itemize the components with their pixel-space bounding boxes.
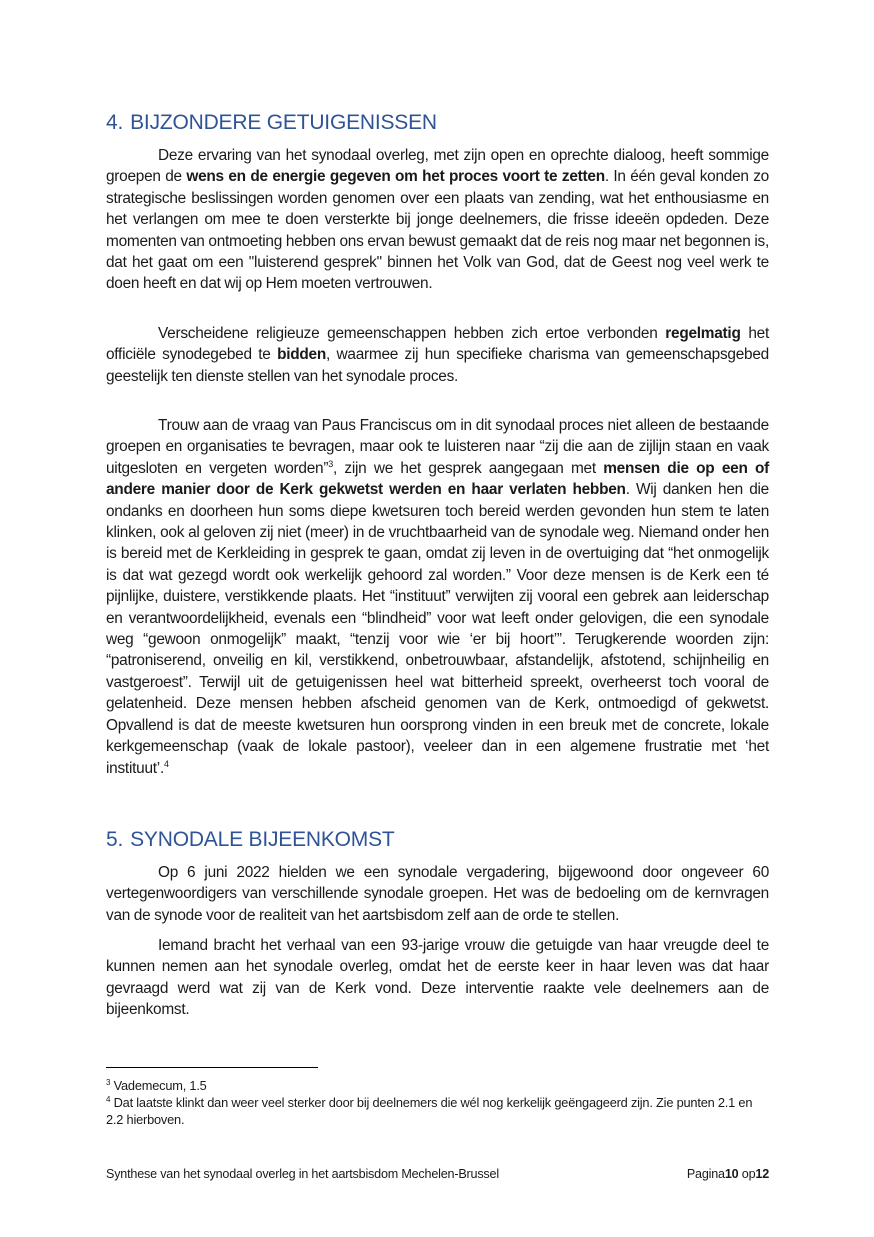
footnotes [106, 1077, 769, 1128]
paragraph: Op 6 juni 2022 hielden we een synodale vergadering, bijgewoond door ongeveer 60 vertegenwoordigers van verschillende synodale groepen. Het was de bedoeling om de kernvragen van de synode voor de realiteit van het aartsbisdom zelf aan de orde te stellen. [106, 864, 769, 924]
bold-text: regelmatig [665, 325, 741, 342]
paragraph [106, 415, 769, 779]
current-page: 10 [724, 1167, 739, 1181]
footnote-reference[interactable]: 3 [328, 458, 333, 469]
footnote-text: Dat laatste klinkt dan weer veel sterker door bij deelnemers die wél nog kerkelijk geëngageerd zijn. Zie punten 2.1 en 2.2 hierboven. [106, 1095, 753, 1127]
text-run: , zijn we het gesprek aangegaan met [332, 459, 604, 477]
footnote-number: 4 [106, 1095, 111, 1104]
footnote-text: Vademecum, 1.5 [110, 1078, 207, 1093]
text-run: Verscheidene religieuze gemeenschappen hebben zich ertoe verbonden [158, 325, 666, 342]
page-label: Pagina [686, 1167, 725, 1181]
section-title: BIJZONDERE GETUIGENISSEN [130, 111, 437, 134]
text-run: , waarmee zij hun specifieke charisma van gemeenschapsgebed geestelijk ten dienste stellen van het synodale proces. [106, 346, 769, 385]
section-number: 5. [106, 828, 124, 851]
page-footer [106, 1167, 769, 1181]
bold-text: bidden [277, 346, 327, 364]
footnote-reference[interactable]: 4 [164, 758, 169, 769]
footnote [106, 1077, 769, 1094]
total-pages: 12 [755, 1167, 769, 1181]
text-run: Deze ervaring van het synodaal overleg, met zijn open en oprechte dialoog, heeft sommige groepen de [106, 147, 769, 186]
footnote-separator [106, 1067, 318, 1068]
footer-title: Synthese van het synodaal overleg in het aartsbisdom Mechelen-Brussel [106, 1167, 499, 1181]
footnote [106, 1094, 769, 1128]
text-run: Trouw aan de vraag van Paus Franciscus om in dit synodaal proces niet alleen de bestaande groepen en organisaties te bevragen, maar ook te luisteren naar “zij die aan de zijlijn staan en vaak uitgesloten en vergeten worden” [106, 417, 769, 477]
section-number: 4. [106, 111, 124, 134]
text-run: het officiële synodegebed te [106, 325, 769, 364]
section-4-heading [106, 111, 437, 135]
bold-text: wens en de energie gegeven om het proces voort te zetten [186, 168, 605, 186]
paragraph [106, 323, 769, 387]
bold-text: mensen die op een of andere manier door de Kerk gekwetst werden en haar verlaten hebben [106, 459, 770, 499]
text-run: . In één geval konden zo strategische beslissingen worden genomen over een plaats van zending, wat het enthousiasme en het verlangen om mee te doen versterkte bij jonge deelnemers, die frisse ideeën opdeden. Deze momenten van ontmoeting hebben ons ervan bewust gemaakt dat de reis nog maar net begonnen is, dat het gaat om een "luisterend gesprek" binnen het Volk van God, dat de Geest nog veel werk te doen heeft en dat wij op Hem moeten vertrouwen. [106, 168, 769, 293]
section-5-heading [106, 828, 395, 852]
text-run: . Wij danken hen die ondanks en doorheen hun soms diepe kwetsuren toch bereid werden gevonden hun stem te laten klinken, ook al geloven zij niet (meer) in de vruchtbaarheid van de synodale weg. Niemand onder hen is bereid met de Kerkleiding in gesprek te gaan, omdat zij leven in de overtuiging dat “het onmogelijk is dat wat gezegd wordt ook werkelijk gehoord zal worden.” Voor deze mensen is de Kerk een té pijnlijke, duistere, verstikkende plaats. Het “instituut” verwijten zij vooral een gebrek aan leiderschap en verantwoordelijkheid, evenals een “blindheid” voor wat leeft onder gelovigen, die een synodale weg “gewoon onmogelijk” maakt, “tenzij voor wie ‘er bij hoort’”. Terugkerende woorden zijn: “patroniserend, onveilig en kil, verstikkend, onbetrouwbaar, afstandelijk, afstotend, schijnheilig en vastgeroest”. Terwijl uit de getuigenissen heel wat bitterheid spreekt, overheerst toch vooral de gelatenheid. Deze mensen hebben afscheid genomen van de Kerk, ontmoedigd of gekwetst. Opvallend is dat de meeste kwetsuren hun oorsprong vinden in een breuk met de concrete, lokale kerkgemeenschap (vaak de lokale pastoor), veeleer dan in een algemene frustratie met ‘het instituut’. [106, 481, 769, 777]
page-separator: op [738, 1167, 756, 1181]
paragraph: Iemand bracht het verhaal van een 93-jarige vrouw die getuigde van haar vreugde deel te kunnen nemen aan het synodale overleg, omdat het de eerste keer in haar leven was dat haar gevraagd werd wat zij van de Kerk vond. Deze interventie raakte vele deelnemers aan de bijeenkomst. [106, 937, 769, 1019]
section-title: SYNODALE BIJEENKOMST [130, 828, 395, 851]
footnote-number: 3 [106, 1078, 111, 1087]
page-number [687, 1167, 769, 1181]
paragraph [106, 145, 769, 295]
